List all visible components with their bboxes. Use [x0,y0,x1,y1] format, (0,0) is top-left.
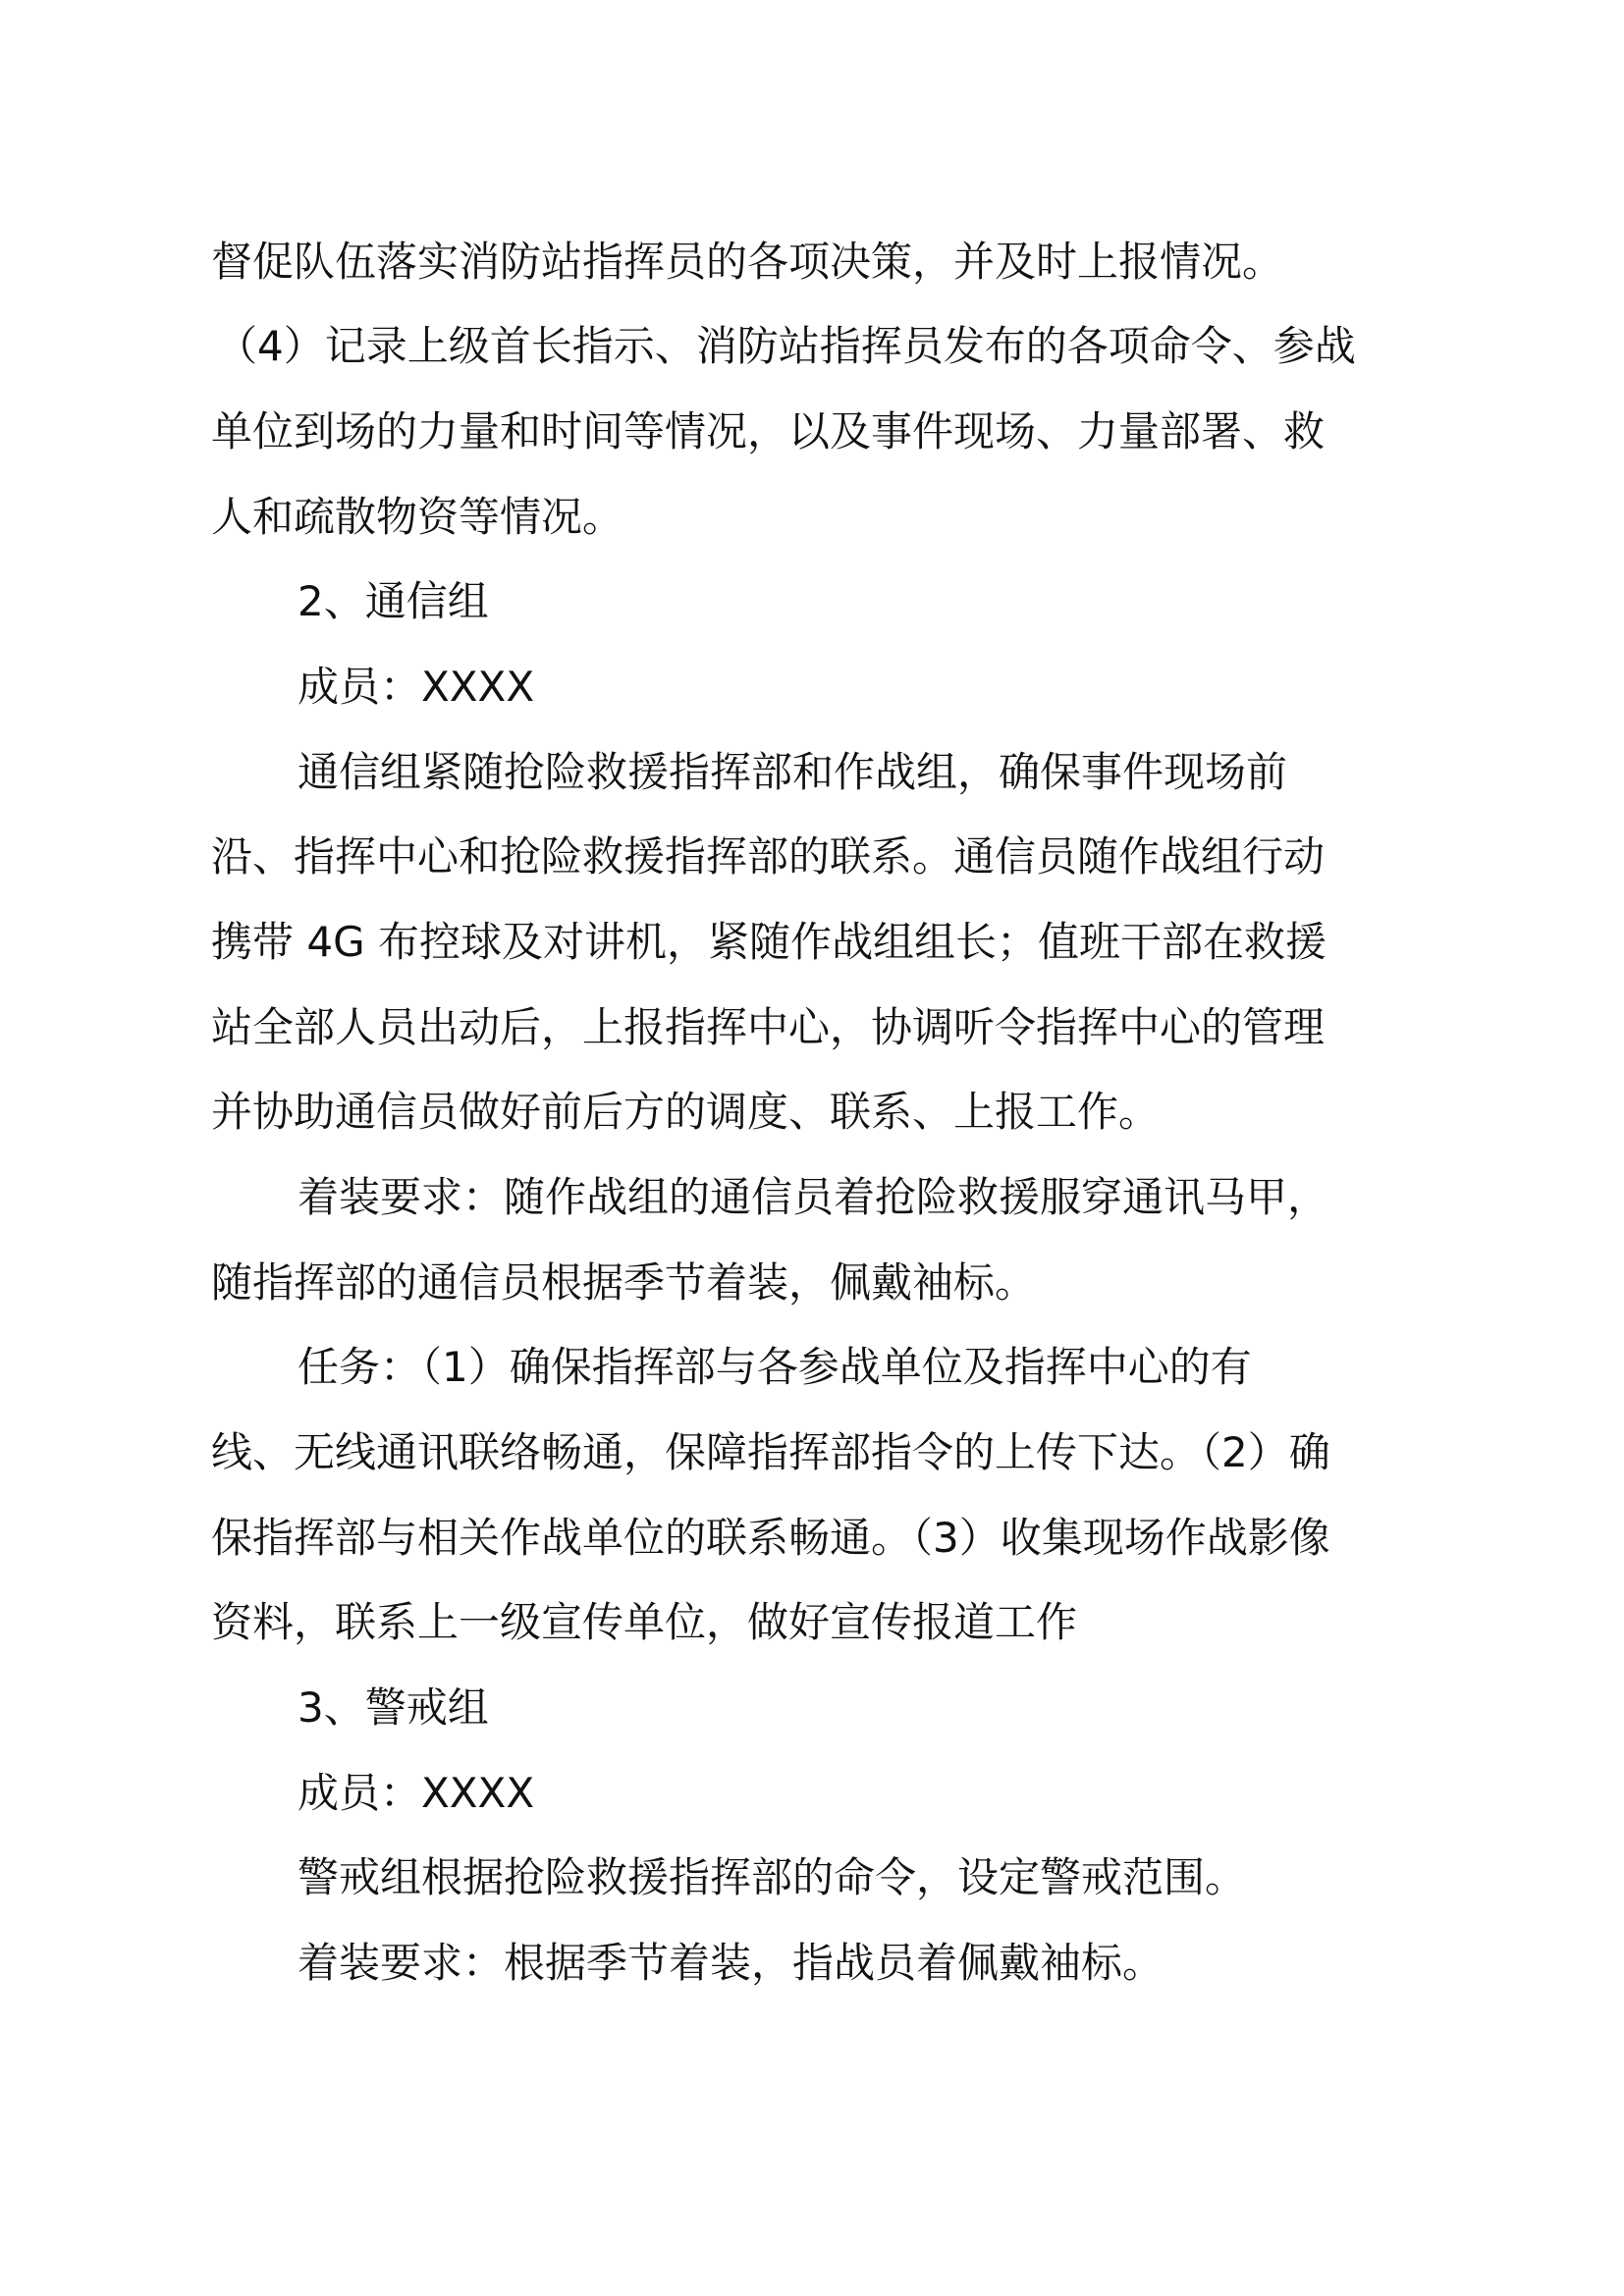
section-heading-guard: 3、警戒组 [298,1683,489,1732]
tasks-line-communication: 任务：（1）确保指挥部与各参战单位及指挥中心的有 [298,1343,1252,1391]
text-line-11: 并协助通信员做好前后方的调度、联系、上报工作。 [211,1088,1161,1136]
text-line-2: （4）记录上级首长指示、消防站指挥员发布的各项命令、参战 [216,322,1356,370]
dress-requirement-communication: 着装要求：随作战组的通信员着抢险救援服穿通讯马甲， [298,1173,1329,1221]
members-line-guard: 成员：XXXX [298,1769,535,1817]
text-line-15: 线、无线通讯联络畅通，保障指挥部指令的上传下达。（2）确 [211,1428,1330,1476]
text-line-9: 携带 4G 布控球及对讲机，紧随作战组组长；值班干部在救援 [211,918,1326,966]
text-line-4: 人和疏散物资等情况。 [211,493,624,541]
text-line-8: 沿、指挥中心和抢险救援指挥部的联系。通信员随作战组行动 [211,832,1326,881]
section-heading-communication: 2、通信组 [298,577,489,625]
dress-requirement-guard: 着装要求：根据季节着装，指战员着佩戴袖标。 [298,1939,1164,1987]
text-line-20: 警戒组根据抢险救援指挥部的命令，设定警戒范围。 [298,1853,1247,1901]
members-line-communication: 成员：XXXX [298,663,535,711]
text-line-13: 随指挥部的通信员根据季节着装，佩戴袖标。 [211,1258,1037,1307]
text-line-16: 保指挥部与相关作战单位的联系畅通。（3）收集现场作战影像 [211,1514,1330,1562]
text-line-10: 站全部人员出动后，上报指挥中心，协调听令指挥中心的管理 [211,1003,1326,1051]
text-line-3: 单位到场的力量和时间等情况，以及事件现场、力量部署、救 [211,407,1326,455]
text-line-17: 资料，联系上一级宣传单位，做好宣传报道工作 [211,1598,1078,1646]
text-line-7: 通信组紧随抢险救援指挥部和作战组，确保事件现场前 [298,748,1288,796]
text-line-1: 督促队伍落实消防站指挥员的各项决策，并及时上报情况。 [211,238,1284,286]
